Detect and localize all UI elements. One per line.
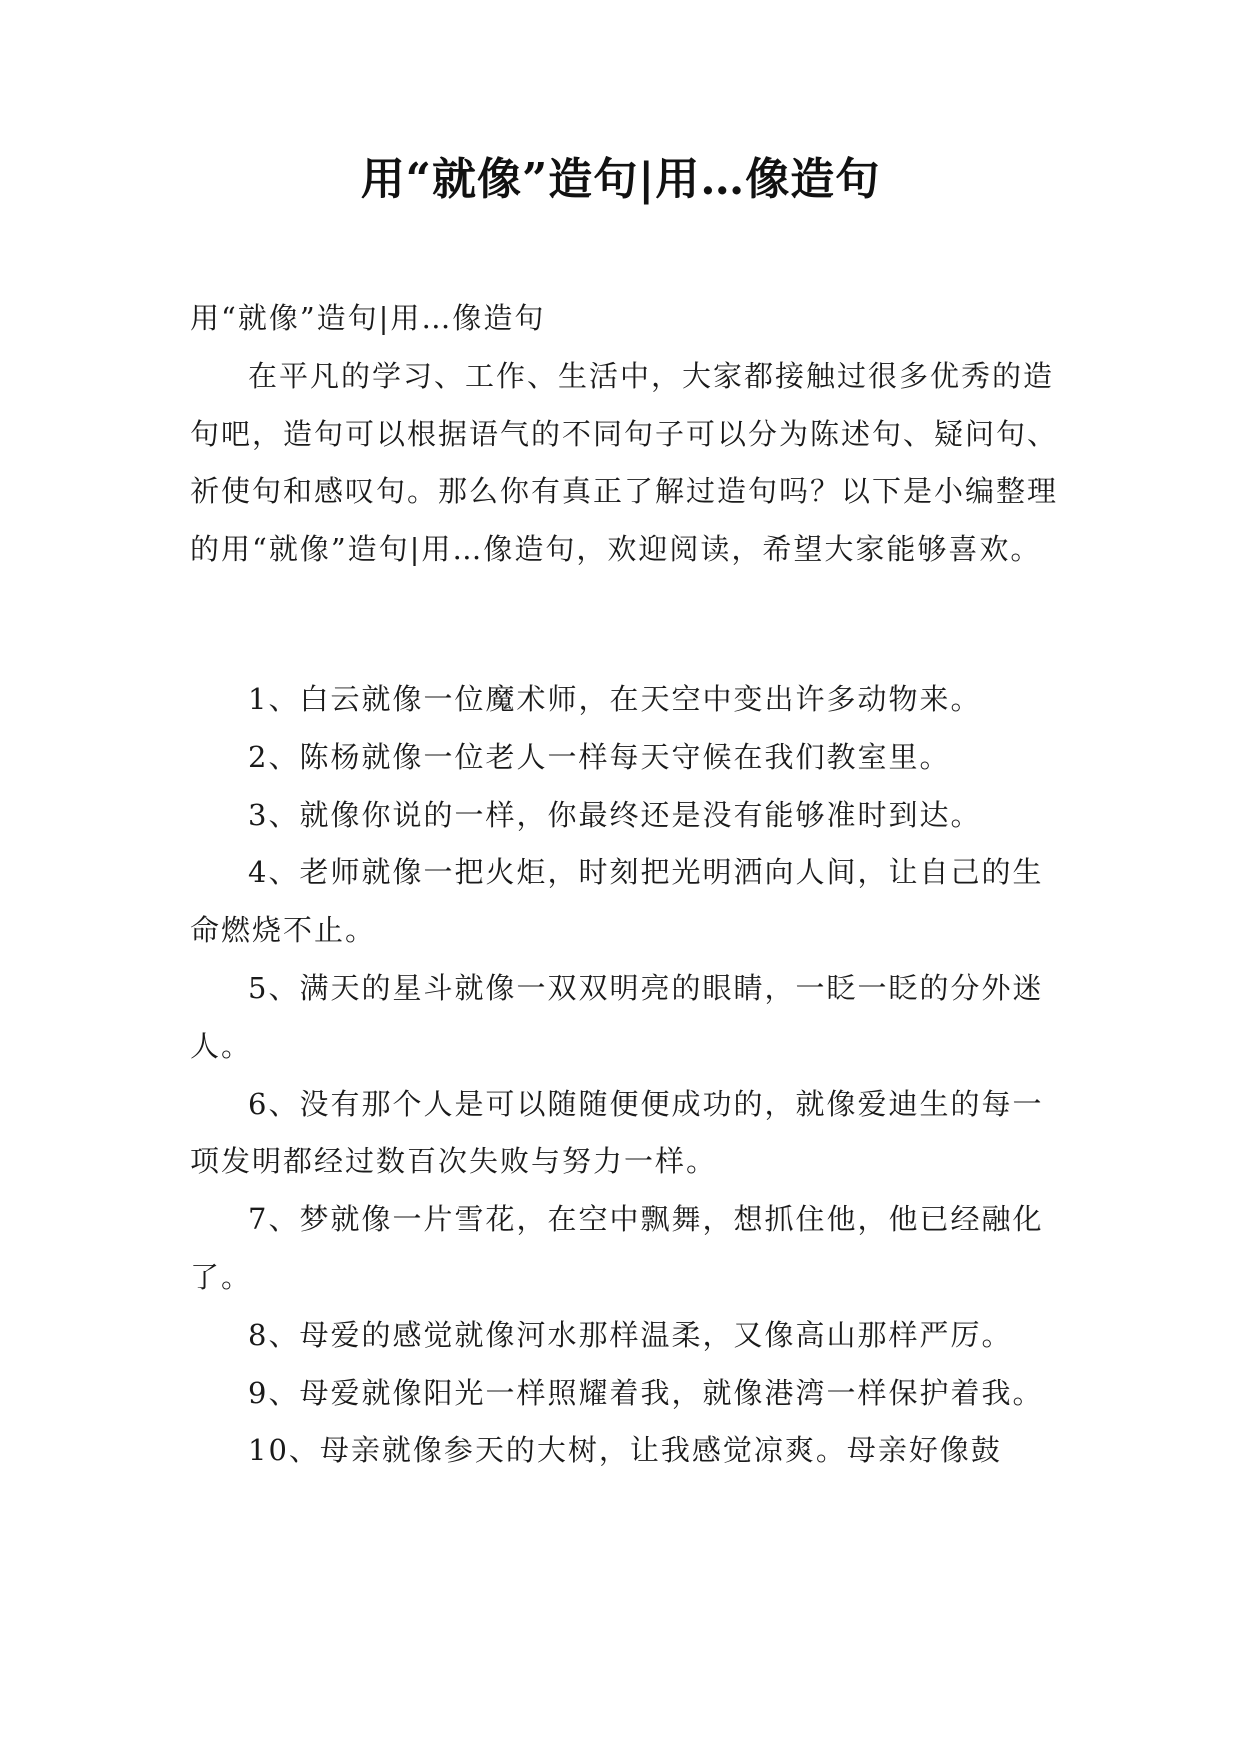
sentence-item: 8、母爱的感觉就像河水那样温柔，又像高山那样严厉。 (248, 1317, 1013, 1352)
sentence-item: 1、白云就像一位魔术师，在天空中变出许多动物来。 (248, 681, 982, 716)
sentence-item: 5、满天的星斗就像一双双明亮的眼睛，一眨一眨的分外迷人。 (190, 970, 1044, 1063)
sentence-item: 3、就像你说的一样，你最终还是没有能够准时到达。 (248, 797, 982, 832)
document-title: 用“就像”造句|用…像造句 (360, 154, 881, 205)
sentence-item: 2、陈杨就像一位老人一样每天守候在我们教室里。 (248, 739, 951, 774)
document-body (190, 290, 1070, 1480)
document-subtitle: 用“就像”造句|用…像造句 (190, 301, 546, 335)
sentence-item: 9、母爱就像阳光一样照耀着我，就像港湾一样保护着我。 (248, 1375, 1044, 1410)
paragraph-spacer (190, 579, 1070, 671)
sentence-item: 4、老师就像一把火炬，时刻把光明洒向人间，让自己的生命燃烧不止。 (190, 855, 1044, 948)
sentence-item: 10、母亲就像参天的大树，让我感觉凉爽。母亲好像鼓 (248, 1433, 1002, 1468)
sentence-item: 6、没有那个人是可以随随便便成功的，就像爱迪生的每一项发明都经过数百次失败与努力一样。 (190, 1086, 1044, 1179)
intro-paragraph: 在平凡的学习、工作、生活中，大家都接触过很多优秀的造句吧，造句可以根据语气的不同句子可以分为陈述句、疑问句、祈使句和感叹句。那么你有真正了解过造句吗？以下是小编整理的用“就像”造句|用…像造句，欢迎阅读，希望大家能够喜欢。 (190, 358, 1059, 567)
sentence-item: 7、梦就像一片雪花，在空中飘舞，想抓住他，他已经融化了。 (190, 1202, 1044, 1294)
